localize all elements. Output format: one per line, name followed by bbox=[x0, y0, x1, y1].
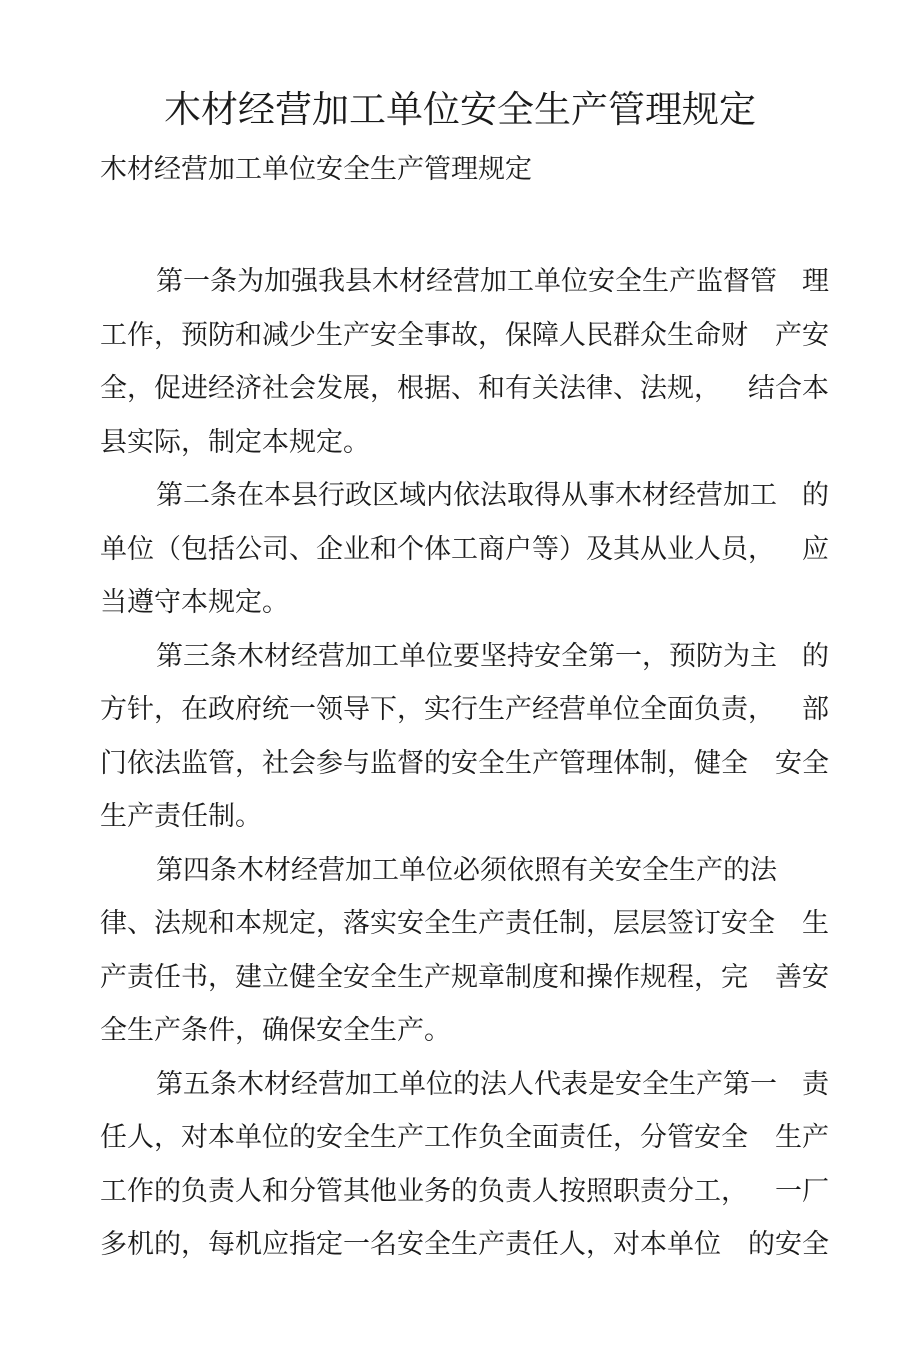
text-line: 第一条为加强我县木材经营加工单位安全生产监督管 理 bbox=[156, 266, 829, 298]
document-title: 木材经营加工单位安全生产管理规定 bbox=[164, 88, 756, 131]
text-line: 第四条木材经营加工单位必须依照有关安全生产的法 bbox=[156, 854, 777, 886]
text-line: 县实际，制定本规定。 bbox=[100, 426, 370, 458]
text-line: 门依法监管，社会参与监督的安全生产管理体制，健全 安全 bbox=[100, 747, 829, 779]
text-line: 任人，对本单位的安全生产工作负全面责任，分管安全 生产 bbox=[100, 1122, 829, 1154]
text-line: 方针，在政府统一领导下，实行生产经营单位全面负责， 部 bbox=[100, 694, 829, 726]
text-line: 工作，预防和减少生产安全事故，保障人民群众生命财 产安 bbox=[100, 319, 829, 351]
document-subtitle: 木材经营加工单位安全生产管理规定 bbox=[100, 154, 532, 185]
text-line: 全，促进经济社会发展，根据、和有关法律、法规， 结合本 bbox=[100, 373, 829, 405]
text-line: 生产责任制。 bbox=[100, 801, 262, 833]
text-line: 第三条木材经营加工单位要坚持安全第一，预防为主 的 bbox=[156, 640, 829, 672]
text-line: 多机的，每机应指定一名安全生产责任人，对本单位 的安全 bbox=[100, 1229, 829, 1261]
text-line: 律、法规和本规定，落实安全生产责任制，层层签订安全 生 bbox=[100, 908, 829, 940]
text-line: 单位（包括公司、企业和个体工商户等）及其从业人员， 应 bbox=[100, 533, 829, 565]
text-line: 工作的负责人和分管其他业务的负责人按照职责分工， 一厂 bbox=[100, 1175, 829, 1207]
text-line: 当遵守本规定。 bbox=[100, 587, 289, 619]
text-line: 全生产条件，确保安全生产。 bbox=[100, 1015, 451, 1047]
document-body bbox=[100, 252, 829, 1269]
text-line: 产责任书，建立健全安全生产规章制度和操作规程，完 善安 bbox=[100, 961, 829, 993]
text-line: 第五条木材经营加工单位的法人代表是安全生产第一 责 bbox=[156, 1068, 829, 1100]
text-line: 第二条在本县行政区域内依法取得从事木材经营加工 的 bbox=[156, 480, 829, 512]
